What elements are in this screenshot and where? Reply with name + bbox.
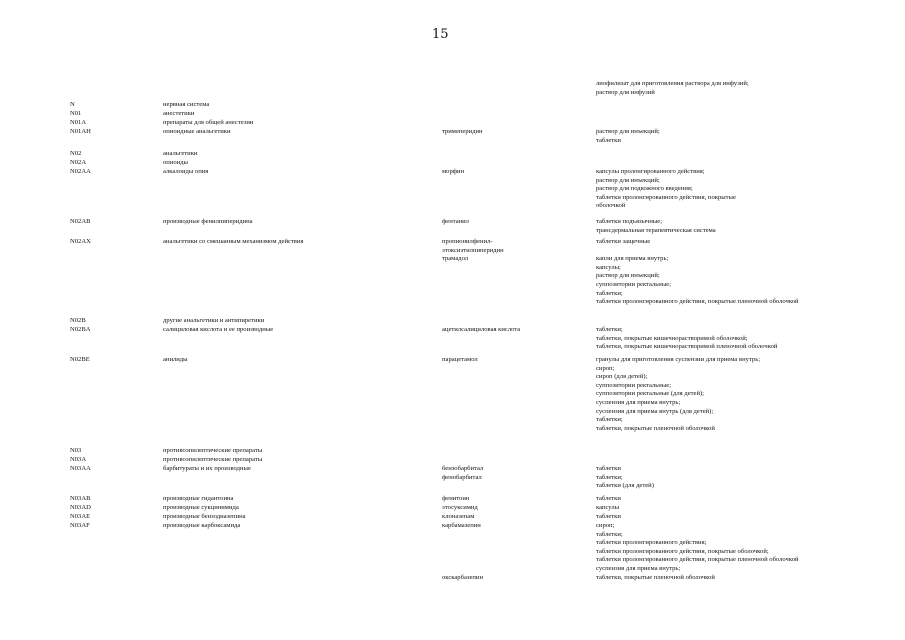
atc-group-name: другие анальгетики и антипиретики (163, 317, 265, 324)
dosage-form: таблетки, покрытые кишечнорастворимой оболочкой; (596, 334, 748, 342)
dosage-form: суспензия для приема внутрь (для детей); (596, 407, 714, 415)
dosage-form: раствор для подкожного введения; (596, 185, 693, 193)
atc-code: N01AH (70, 128, 91, 135)
dosage-form: оболочкой (596, 202, 626, 210)
atc-group-name: противоэпилептические препараты (163, 447, 263, 454)
drug-name: трамадол (442, 255, 469, 263)
dosage-form: таблетки (596, 513, 621, 520)
dosage-form: таблетки защечные (596, 238, 651, 245)
drug-name: пропионилфенил- (442, 238, 493, 245)
drug-name: карбамазепин (442, 522, 481, 529)
dosage-form: таблетки пролонгированного действия, покрытые оболочкой; (596, 547, 769, 555)
dosage-form: таблетки (596, 465, 621, 472)
drug-name: фенобарбитал (442, 473, 482, 481)
atc-group-name: препараты для общей анестезии (163, 119, 254, 126)
atc-code: N02BE (70, 356, 90, 363)
atc-group-name: производные сукцинимида (163, 504, 239, 511)
atc-group-name: анилиды (163, 356, 188, 363)
dosage-form: таблетки пролонгированного действия, покрытые (596, 193, 736, 201)
dosage-form: таблетки пролонгированного действия; (596, 539, 707, 547)
drug-name: морфин (442, 168, 465, 175)
atc-group-name: нервная система (163, 101, 210, 108)
drug-name: фентанил (442, 218, 469, 225)
dosage-form: таблетки пролонгированного действия, покрытые пленочной оболочкой (596, 298, 799, 306)
dosage-form: раствор для инфузий (596, 88, 655, 96)
atc-code: N02 (70, 150, 82, 157)
dosage-form: таблетки подъязычные; (596, 218, 663, 225)
drug-name: этоксиэтилпиперидин (442, 246, 504, 254)
dosage-form: сироп; (596, 364, 615, 372)
atc-code: N03AD (70, 504, 91, 511)
atc-code: N03A (70, 456, 87, 463)
dosage-form: суспензия для приема внутрь; (596, 399, 681, 406)
dosage-form: таблетки, покрытые пленочной оболочкой (596, 424, 715, 432)
dosage-form: таблетки; (596, 530, 623, 538)
dosage-form: таблетки; (596, 289, 623, 297)
atc-group-name: производные гидантоина (163, 495, 234, 502)
dosage-form: таблетки (596, 136, 621, 144)
dosage-form: таблетки; (596, 326, 623, 333)
dosage-form: сироп (для детей); (596, 373, 648, 381)
atc-group-name: опиоидные анальгетики (163, 128, 231, 135)
drug-name: фенитоин (442, 495, 470, 502)
atc-code: N03AA (70, 465, 91, 472)
atc-code: N03 (70, 447, 82, 454)
atc-code: N02BA (70, 326, 91, 333)
atc-code: N02A (70, 159, 87, 166)
dosage-form: трансдермальная терапевтическая система (596, 226, 716, 234)
atc-group-name: барбитураты и их производные (163, 465, 251, 472)
atc-group-name: алкалоиды опия (163, 168, 209, 175)
dosage-form: суспензия для приема внутрь; (596, 565, 681, 572)
dosage-form: капсулы (596, 504, 620, 511)
drug-name: этосуксимид (442, 504, 478, 511)
dosage-form: лиофилизат для приготовления раствора для инфузий; (596, 80, 749, 87)
atc-group-name: опиоиды (163, 159, 188, 166)
atc-code: N03AE (70, 513, 91, 520)
atc-code: N01A (70, 119, 87, 126)
dosage-form: таблетки; (596, 473, 623, 481)
dosage-form: таблетки пролонгированного действия, покрытые пленочной оболочкой (596, 556, 799, 564)
dosage-form: таблетки; (596, 416, 623, 424)
page-number: 15 (432, 27, 449, 42)
drug-name: парацетамол (442, 356, 478, 363)
atc-code: N02B (70, 317, 86, 324)
dosage-form: гранулы для приготовления суспензии для приема внутрь; (596, 356, 761, 363)
dosage-form: сироп; (596, 522, 615, 529)
dosage-form: раствор для инъекций; (596, 176, 660, 184)
dosage-form: капсулы пролонгированного действия; (596, 168, 705, 175)
atc-code: N (70, 101, 75, 108)
dosage-form: таблетки, покрытые кишечнорастворимой пленочной оболочкой (596, 343, 778, 351)
atc-group-name: производные фенилпиперидина (163, 218, 253, 225)
dosage-form: суппозитории ректальные; (596, 281, 672, 288)
dosage-form: капсулы; (596, 263, 621, 271)
atc-code: N03AF (70, 522, 90, 529)
atc-group-name: производные карбоксамида (163, 522, 241, 529)
atc-code: N03AB (70, 495, 91, 502)
dosage-form: таблетки (для детей) (596, 482, 654, 490)
dosage-form: раствор для инъекций; (596, 272, 660, 280)
atc-code: N02AB (70, 218, 91, 225)
drug-name: бензобарбитал (442, 465, 484, 472)
atc-group-name: салициловая кислота и ее производные (163, 326, 274, 333)
drug-name: тримеперидин (442, 128, 483, 135)
dosage-form: капли для приема внутрь; (596, 255, 669, 263)
atc-code: N02AA (70, 168, 91, 175)
atc-group-name: анальгетики со смешанным механизмом действия (163, 238, 304, 245)
dosage-form: суппозитории ректальные; (596, 381, 672, 389)
drug-name: клоназепам (442, 513, 475, 520)
dosage-form: таблетки, покрытые пленочной оболочкой (596, 573, 715, 581)
atc-group-name: анестетики (163, 110, 195, 117)
dosage-form: раствор для инъекций; (596, 128, 660, 135)
atc-code: N02AX (70, 238, 91, 245)
atc-code: N01 (70, 110, 82, 117)
atc-group-name: противоэпилептические препараты (163, 456, 263, 463)
drug-name: ацетилсалициловая кислота (442, 326, 521, 333)
drug-name: окскарбазепин (442, 573, 483, 581)
atc-group-name: анальгетики (163, 150, 198, 157)
atc-group-name: производные бензодиазепина (163, 513, 246, 520)
dosage-form: таблетки (596, 495, 621, 502)
dosage-form: суппозитории ректальные (для детей); (596, 390, 705, 398)
